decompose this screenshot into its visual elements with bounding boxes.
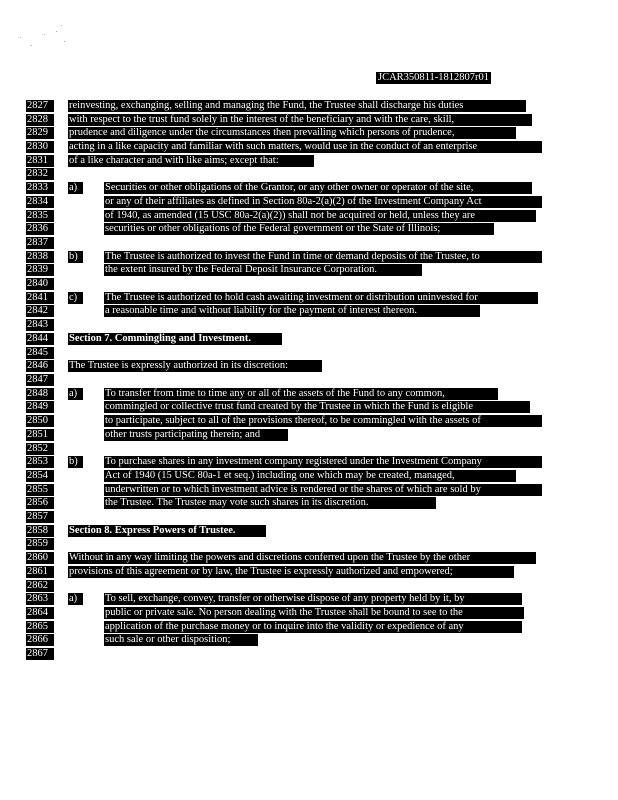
line-number: 2839 xyxy=(26,264,54,276)
list-item-line: other trusts participating therein; and xyxy=(104,429,288,441)
scan-speck xyxy=(56,31,57,32)
line-number: 2846 xyxy=(26,360,54,372)
line-number: 2830 xyxy=(26,141,54,153)
list-item-label: a) xyxy=(68,388,83,400)
line-number: 2863 xyxy=(26,593,54,605)
list-item-line: To transfer from time to time any or all of the assets of the Fund to any common, xyxy=(104,388,498,400)
line-number: 2832 xyxy=(26,168,54,180)
line-number: 2858 xyxy=(26,525,54,537)
scan-speck xyxy=(64,41,65,42)
list-item-line: securities or other obligations of the Federal government or the State of Illinois; xyxy=(104,223,494,235)
line-number: 2844 xyxy=(26,333,54,345)
line-number: 2854 xyxy=(26,470,54,482)
list-item-line: the Trustee. The Trustee may vote such shares in its discretion. xyxy=(104,497,436,509)
list-item-line: Securities or other obligations of the Grantor, or any other owner or operator of the site, xyxy=(104,182,532,194)
section-8-intro-line: provisions of this agreement or by law, the Trustee is expressly authorized and empowered; xyxy=(68,566,514,578)
line-number: 2866 xyxy=(26,634,54,646)
line-number: 2841 xyxy=(26,292,54,304)
scan-speck xyxy=(20,37,21,38)
list-item-label: c) xyxy=(68,292,83,304)
line-number: 2838 xyxy=(26,251,54,263)
line-number: 2843 xyxy=(26,319,54,331)
section-7-intro: The Trustee is expressly authorized in its discretion: xyxy=(68,360,322,372)
line-number: 2865 xyxy=(26,621,54,633)
list-item-label: b) xyxy=(68,456,83,468)
line-number: 2829 xyxy=(26,127,54,139)
line-number: 2847 xyxy=(26,374,54,386)
list-item-label: a) xyxy=(68,182,83,194)
list-item-line: to participate, subject to all of the provisions thereof, to be commingled with the assets of xyxy=(104,415,542,427)
line-number: 2835 xyxy=(26,210,54,222)
line-number: 2853 xyxy=(26,456,54,468)
line-number: 2837 xyxy=(26,237,54,249)
list-item-line: commingled or collective trust fund created by the Trustee in which the Fund is eligible xyxy=(104,401,530,413)
line-number: 2850 xyxy=(26,415,54,427)
list-item-line: application of the purchase money or to inquire into the validity or expedience of any xyxy=(104,621,522,633)
list-item-line: a reasonable time and without liability for the payment of interest thereon. xyxy=(104,305,480,317)
line-number: 2864 xyxy=(26,607,54,619)
line-number: 2836 xyxy=(26,223,54,235)
line-number: 2859 xyxy=(26,538,54,550)
list-item-line: To purchase shares in any investment company registered under the Investment Company xyxy=(104,456,542,468)
line-number: 2840 xyxy=(26,278,54,290)
line-number: 2857 xyxy=(26,511,54,523)
list-item-line: The Trustee is authorized to hold cash awaiting investment or distribution uninvested for xyxy=(104,292,538,304)
line-number: 2833 xyxy=(26,182,54,194)
body-text-line: reinvesting, exchanging, selling and managing the Fund, the Trustee shall discharge his duties xyxy=(68,100,526,112)
section-8-intro-line: Without in any way limiting the powers and discretions conferred upon the Trustee by the other xyxy=(68,552,536,564)
list-item-line: or any of their affiliates as defined in Section 80a-2(a)(2) of the Investment Company Act xyxy=(104,196,542,208)
line-number: 2827 xyxy=(26,100,54,112)
line-number: 2828 xyxy=(26,114,54,126)
scan-speck xyxy=(61,25,62,26)
body-text-line: with respect to the trust fund solely in the interest of the beneficiary and with the care, skill, xyxy=(68,114,532,126)
body-text-line: of a like character and with like aims; except that: xyxy=(68,155,314,167)
list-item-line: such sale or other disposition; xyxy=(104,634,258,646)
list-item-label: a) xyxy=(68,593,83,605)
list-item-line: The Trustee is authorized to invest the Fund in time or demand deposits of the Trustee, to xyxy=(104,251,542,263)
list-item-line: Act of 1940 (15 USC 80a-1 et seq.) including one which may be created, managed, xyxy=(104,470,516,482)
line-number: 2856 xyxy=(26,497,54,509)
list-item-line: To sell, exchange, convey, transfer or otherwise dispose of any property held by it, by xyxy=(104,593,522,605)
document-id-header: JCAR350811-1812807r01 xyxy=(378,72,490,83)
line-number: 2861 xyxy=(26,566,54,578)
line-number: 2849 xyxy=(26,401,54,413)
section-7-heading: Section 7. Commingling and Investment. xyxy=(68,333,282,345)
line-number: 2852 xyxy=(26,443,54,455)
line-number: 2862 xyxy=(26,580,54,592)
list-item-line: of 1940, as amended (15 USC 80a-2(a)(2)) shall not be acquired or held, unless they are xyxy=(104,210,536,222)
line-number: 2831 xyxy=(26,155,54,167)
line-number: 2855 xyxy=(26,484,54,496)
scan-speck xyxy=(44,34,45,35)
line-number: 2848 xyxy=(26,388,54,400)
line-number: 2851 xyxy=(26,429,54,441)
section-8-heading: Section 8. Express Powers of Trustee. xyxy=(68,525,266,537)
line-number: 2867 xyxy=(26,648,54,660)
list-item-line: the extent insured by the Federal Deposit Insurance Corporation. xyxy=(104,264,422,276)
list-item-line: public or private sale. No person dealing with the Trustee shall be bound to see to the xyxy=(104,607,524,619)
body-text-line: acting in a like capacity and familiar with such matters, would use in the conduct of an enterprise xyxy=(68,141,542,153)
line-number: 2845 xyxy=(26,347,54,359)
line-number: 2860 xyxy=(26,552,54,564)
list-item-line: underwritten or to which investment advice is rendered or the shares of which are sold by xyxy=(104,484,542,496)
body-text-line: prudence and diligence under the circumstances then prevailing which persons of prudence, xyxy=(68,127,516,139)
scan-speck xyxy=(31,45,32,46)
line-number: 2834 xyxy=(26,196,54,208)
list-item-label: b) xyxy=(68,251,83,263)
line-number: 2842 xyxy=(26,305,54,317)
